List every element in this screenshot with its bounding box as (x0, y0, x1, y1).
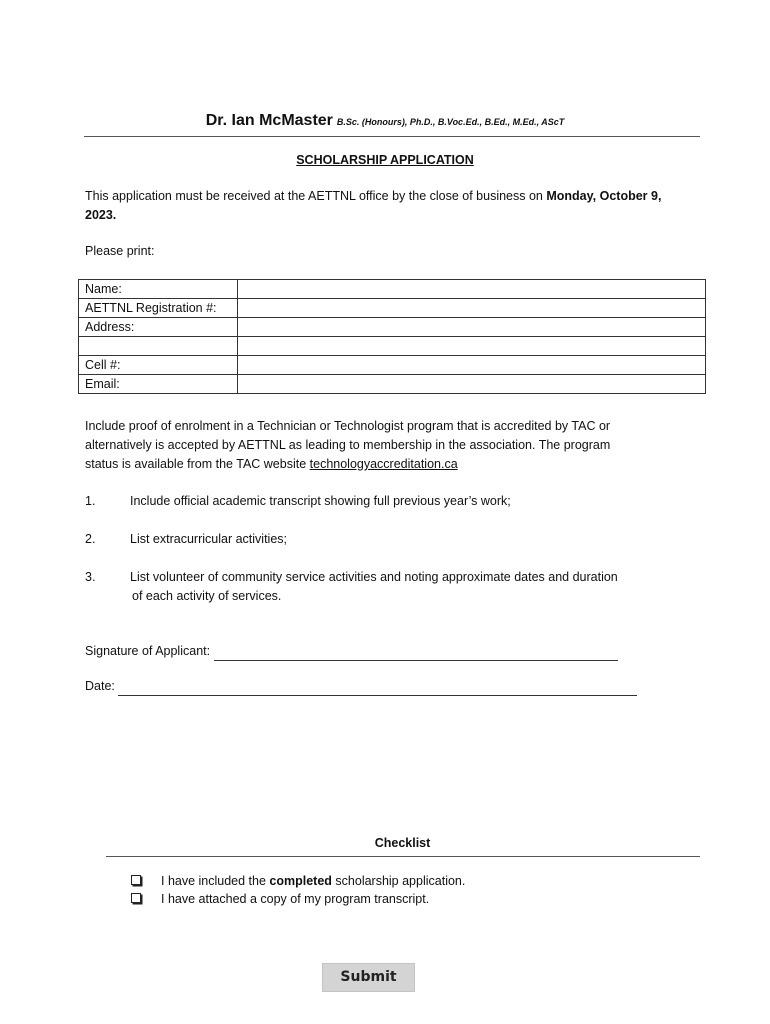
item-number-3: 3. (85, 570, 96, 584)
cell-label: Cell #: (79, 356, 238, 375)
applicant-info-table (78, 279, 706, 394)
author-credentials: B.Sc. (Honours), Ph.D., B.Voc.Ed., B.Ed., M.Ed., AScT (336, 117, 565, 127)
address-label-2 (79, 337, 238, 356)
proof-line-1: Include proof of enrolment in a Technician or Technologist program that is accredited by TAC or (85, 419, 611, 433)
address-label: Address: (79, 318, 238, 337)
item-number-1: 1. (85, 494, 96, 508)
date-row (85, 677, 637, 696)
item-text-3-continued: of each activity of services. (132, 589, 282, 603)
intro-paragraph (85, 187, 685, 225)
checklist-item-1-post: scholarship application. (331, 874, 466, 888)
table-row (79, 318, 706, 337)
checkbox-icon[interactable] (131, 893, 141, 903)
checklist-item-2 (131, 890, 429, 908)
item-text-3: List volunteer of community service activities and noting approximate dates and duration (130, 570, 618, 584)
cell-field[interactable] (238, 356, 706, 375)
table-row (79, 356, 706, 375)
header-rule (84, 136, 700, 137)
document-header (0, 112, 770, 130)
checklist-item-1-bold: completed (269, 874, 332, 888)
email-label: Email: (79, 375, 238, 394)
checklist-item-1-pre: I have included the (161, 874, 270, 888)
name-field[interactable] (238, 280, 706, 299)
table-row (79, 337, 706, 356)
checklist-rule (106, 856, 700, 857)
address-field[interactable] (238, 318, 706, 337)
please-print-label: Please print: (85, 244, 155, 258)
proof-line-2: alternatively is accepted by AETTNL as leading to membership in the association. The program (85, 438, 611, 452)
table-row (79, 280, 706, 299)
checklist-title: Checklist (374, 836, 431, 850)
table-row (79, 299, 706, 318)
item-text-1: Include official academic transcript showing full previous year’s work; (130, 494, 511, 508)
table-row (79, 375, 706, 394)
address-field-2[interactable] (238, 337, 706, 356)
checklist-item-2-text: I have attached a copy of my program transcript. (161, 892, 430, 906)
date-line[interactable] (118, 681, 637, 696)
signature-label: Signature of Applicant: (85, 644, 214, 658)
intro-text: This application must be received at the AETTNL office by the close of business on (85, 189, 547, 203)
tac-website-link[interactable]: technologyaccreditation.ca (309, 457, 458, 471)
signature-line[interactable] (214, 646, 618, 661)
name-label: Name: (79, 280, 238, 299)
registration-label: AETTNL Registration #: (79, 299, 238, 318)
proof-paragraph (85, 417, 705, 474)
proof-line-3: status is available from the TAC website (85, 457, 310, 471)
item-text-2: List extracurricular activities; (130, 532, 287, 546)
intro-deadline: Monday, October 9, 2023. (85, 189, 662, 222)
checklist-item-1 (131, 872, 465, 890)
form-title: SCHOLARSHIP APPLICATION (296, 153, 474, 167)
signature-row (85, 642, 618, 661)
item-number-2: 2. (85, 532, 96, 546)
email-field[interactable] (238, 375, 706, 394)
submit-button[interactable]: Submit (322, 963, 415, 992)
checkbox-icon[interactable] (131, 875, 141, 885)
author-name: Dr. Ian McMaster (205, 112, 333, 129)
registration-field[interactable] (238, 299, 706, 318)
date-label: Date: (85, 679, 119, 693)
